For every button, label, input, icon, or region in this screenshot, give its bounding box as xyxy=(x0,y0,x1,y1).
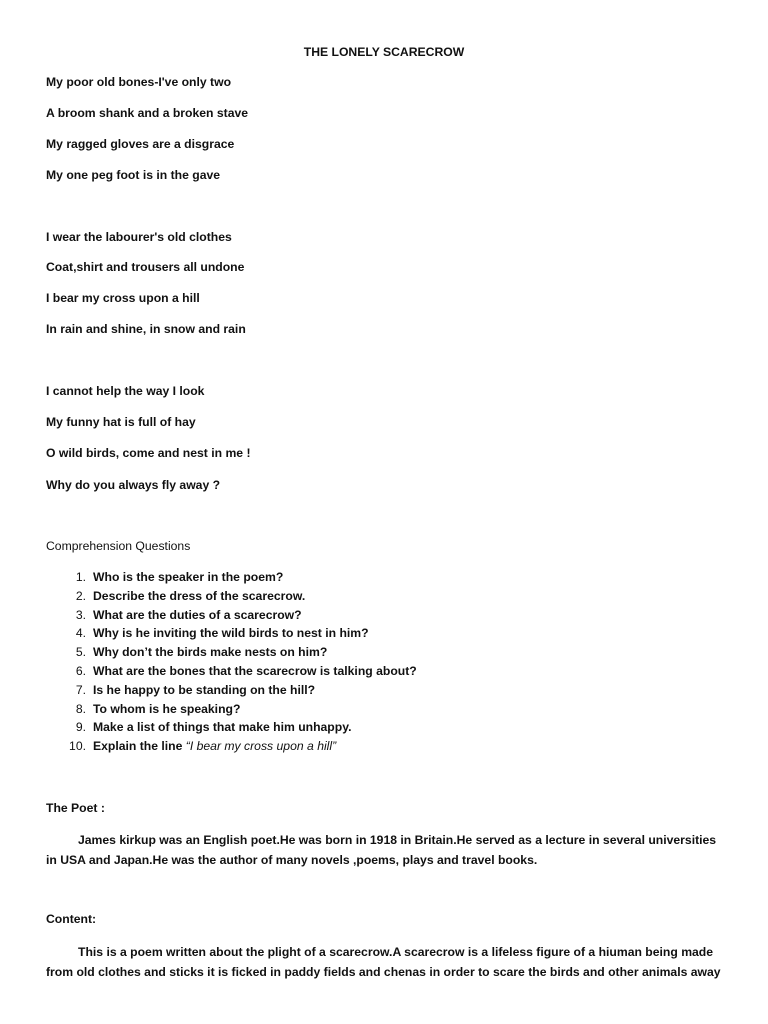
poet-heading: The Poet : xyxy=(46,801,105,815)
list-item xyxy=(46,701,417,720)
question-number: 4. xyxy=(75,626,86,641)
poet-paragraph: James kirkup was an English poet.He was born in 1918 in Britain.He served as a lecture in several universities in USA and Japan.He was the author of many novels ,poems, plays and travel books. xyxy=(46,833,717,867)
list-item xyxy=(46,588,417,607)
question-text: Make a list of things that make him unhappy. xyxy=(93,720,352,735)
list-item xyxy=(46,569,417,588)
poem-line: Coat,shirt and trousers all undone xyxy=(46,260,245,274)
questions-heading: Comprehension Questions xyxy=(46,539,191,553)
list-item xyxy=(46,607,417,626)
list-item xyxy=(46,682,417,701)
question-text: Why don’t the birds make nests on him? xyxy=(93,645,328,660)
question-number: 5. xyxy=(75,645,86,660)
question-number: 3. xyxy=(75,607,86,622)
list-item xyxy=(46,719,417,738)
list-item xyxy=(46,738,417,757)
content-heading: Content: xyxy=(46,912,97,926)
poem-line: My ragged gloves are a disgrace xyxy=(46,137,235,151)
poem-line: My funny hat is full of hay xyxy=(46,415,196,429)
question-text: To whom is he speaking? xyxy=(93,701,241,716)
poem-line: My poor old bones-I've only two xyxy=(46,75,232,89)
page-title: THE LONELY SCARECROW xyxy=(303,45,465,59)
question-text: Describe the dress of the scarecrow. xyxy=(93,588,306,603)
poem-line: My one peg foot is in the gave xyxy=(46,168,221,182)
questions-list xyxy=(46,569,417,757)
question-text: Why is he inviting the wild birds to nest in him? xyxy=(93,626,369,641)
question-number: 6. xyxy=(75,663,86,678)
question-text: Is he happy to be standing on the hill? xyxy=(93,682,316,697)
poem-line: I bear my cross upon a hill xyxy=(46,291,200,305)
question-number: 1. xyxy=(75,570,86,584)
poem-line: A broom shank and a broken stave xyxy=(46,106,249,120)
question-number: 9. xyxy=(75,720,86,735)
poem-line: I wear the labourer's old clothes xyxy=(46,230,232,244)
question-text: Who is the speaker in the poem? xyxy=(93,570,284,584)
question-number: 2. xyxy=(75,588,86,603)
question-quote: “I bear my cross upon a hill” xyxy=(185,739,337,754)
question-text: Explain the line xyxy=(93,739,186,754)
question-number: 10. xyxy=(69,739,86,754)
poem-line: I cannot help the way I look xyxy=(46,384,205,398)
list-item xyxy=(46,663,417,682)
list-item xyxy=(46,625,417,644)
poem-line: Why do you always fly away ? xyxy=(46,478,221,492)
question-number: 8. xyxy=(75,701,86,716)
poem-line: O wild birds, come and nest in me ! xyxy=(46,446,251,460)
poem-line: In rain and shine, in snow and rain xyxy=(46,322,246,336)
list-item xyxy=(46,644,417,663)
question-text: What are the bones that the scarecrow is talking about? xyxy=(93,663,417,678)
question-number: 7. xyxy=(75,682,86,697)
question-text: What are the duties of a scarecrow? xyxy=(93,607,302,622)
content-paragraph: This is a poem written about the plight of a scarecrow.A scarecrow is a lifeless figure of a hiuman being made from old clothes and sticks it is ficked in paddy fields and chenas in order to scare the birds and other animals away xyxy=(46,945,721,979)
